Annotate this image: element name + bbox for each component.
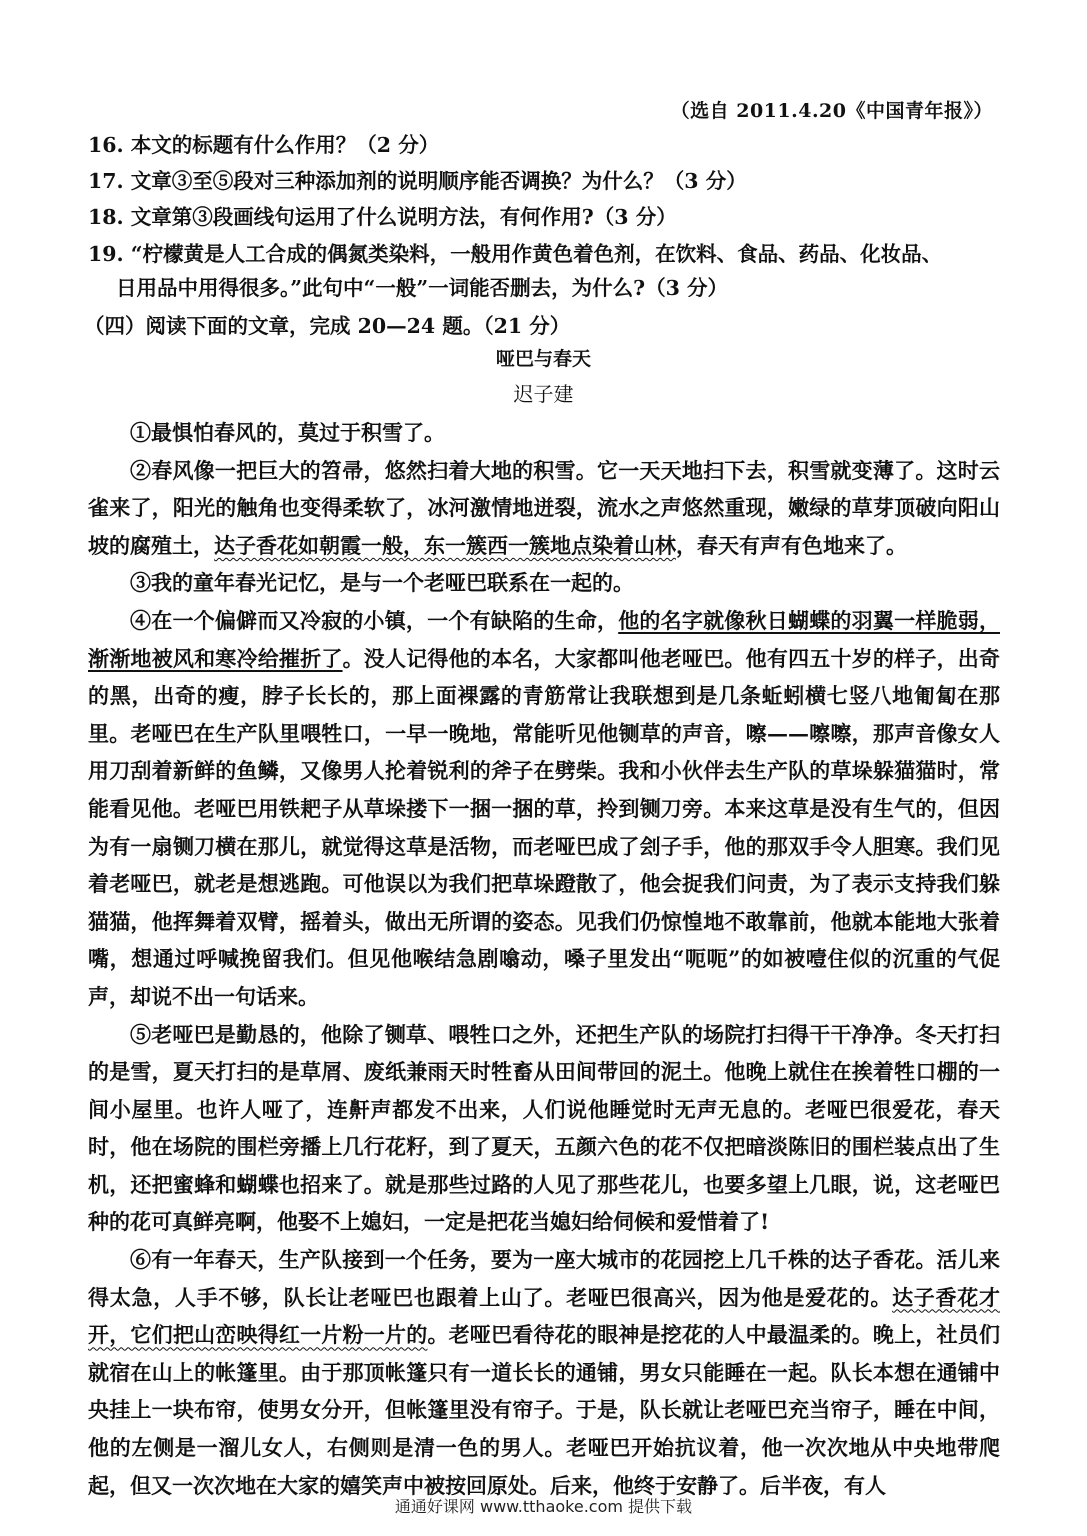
paragraph-4 bbox=[88, 602, 1000, 1016]
question-18: 18. 文章第③段画线句运用了什么说明方法，有何作用?（3 分） bbox=[88, 205, 677, 229]
paragraph-4-text: ④在一个偏僻而又冷寂的小镇，一个有缺陷的生命， bbox=[130, 607, 619, 633]
article-title: 哑巴与春天 bbox=[495, 348, 591, 370]
paragraph-1: ①最惧怕春风的，莫过于积雪了。 bbox=[130, 420, 445, 445]
question-16: 16. 本文的标题有什么作用？（2 分） bbox=[88, 133, 440, 157]
question-19-line2: 日用品中用得很多。”此句中“一般”一词能否删去，为什么?（3 分） bbox=[116, 276, 729, 300]
paragraph-5: ⑤老哑巴是勤恳的，他除了铡草、喂牲口之外，还把生产队的场院打扫得干干净净。冬天打扫的是雪，夏天打扫的是草屑、废纸兼雨天时牲畜从田间带回的泥土。他晚上就住在挨着牲口棚的一间小屋里。也许人哑了，连鼾声都发不出来，人们说他睡觉时无声无息的。老哑巴很爱花，春天时，他在场院的围栏旁播上几行花籽，到了夏天，五颜六色的花不仅把暗淡陈旧的围栏装点出了生机，还把蜜蜂和蝴蝶也招来了。就是那些过路的人见了那些花儿，也要多望上几眼，说，这老哑巴种的花可真鲜亮啊，他娶不上媳妇，一定是把花当媳妇给伺候和爱惜着了! bbox=[88, 1021, 1000, 1235]
page-footer: 通通好课网 www.tthaoke.com 提供下载 bbox=[394, 1497, 693, 1516]
wavy-underlined-sentence-2: 达子香花才开，它们把山峦映得红一片粉一片的 bbox=[88, 1284, 1001, 1348]
article-body bbox=[88, 414, 1000, 1504]
wavy-underlined-sentence: 达子香花如朝霞一般，东一簇西一簇地点染着山林 bbox=[214, 532, 676, 558]
paragraph-3: ③我的童年春光记忆，是与一个老哑巴联系在一起的。 bbox=[130, 570, 634, 596]
paragraph-4-text-end: 。没人记得他的本名，大家都叫他老哑巴。他有四五十岁的样子，出奇的黑，出奇的瘦，脖子长长的，那上面裸露的青筋常让我联想到是几条蚯蚓横七竖八地匍匐在那里。老哑巴在生产队里喂牲口，一早一晚地，常能听见他铡草的声音，嚓——嚓嚓，那声音像女人用刀刮着新鲜的鱼鳞，又像男人抡着锐利的斧子在劈柴。我和小伙伴去生产队的草垛躲猫猫时，常能看见他。老哑巴用铁耙子从草垛搂下一捆一捆的草，拎到铡刀旁。本来这草是没有生气的，但因为有一扇铡刀横在那儿，就觉得这草是活物，而老哑巴成了刽子手，他的那双手令人胆寒。我们见着老哑巴，就老是想逃跑。可他误以为我们把草垛蹬散了，他会捉我们问责，为了表示支持我们躲猫猫，他挥舞着双臂，摇着头，做出无所谓的姿态。见我们仍惊惶地不敢靠前，他就本能地大张着嘴，想通过呼喊挽留我们。但见他喉结急剧噏动，嗓子里发出“呃呃”的如被噎住似的沉重的气促声，却说不出一句话来。 bbox=[88, 645, 1001, 1009]
section-heading: （四）阅读下面的文章，完成 20—24 题。（21 分） bbox=[84, 314, 571, 338]
article-author: 迟子建 bbox=[513, 382, 574, 406]
source-note: （选自 2011.4.20《中国青年报》） bbox=[670, 100, 993, 122]
paragraph-2 bbox=[88, 452, 1000, 565]
paragraph-6 bbox=[88, 1241, 1000, 1504]
paragraph-2-text: ②春风像一把巨大的笤帚，悠然扫着大地的积雪。它一天天地扫下去，积雪就变薄了。这时云雀来了，阳光的触角也变得柔软了，冰河激情地迸裂，流水之声悠然重现，嫩绿的草芽顶破向阳山坡的腐殖土， bbox=[88, 457, 1000, 558]
question-17: 17. 文章③至⑤段对三种添加剂的说明顺序能否调换？为什么？（3 分） bbox=[88, 169, 747, 193]
paragraph-2-text-end: ，春天有声有色地来了。 bbox=[676, 532, 907, 558]
question-19-line1: 19. “柠檬黄是人工合成的偶氮类染料，一般用作黄色着色剂，在饮料、食品、药品、化妆品、 bbox=[88, 242, 943, 266]
underlined-sentence: 他的名字就像秋日蝴蝶的羽翼一样脆弱，渐渐地被风和寒冷给摧折了 bbox=[88, 607, 1001, 671]
question-19 bbox=[88, 237, 999, 305]
paragraph-6-text-end: 。老哑巴看待花的眼神是挖花的人中最温柔的。晚上，社员们就宿在山上的帐篷里。由于那顶帐篷只有一道长长的通铺，男女只能睡在一起。队长本想在通铺中央挂上一块布帘，使男女分开，但帐篷里没有帘子。于是，队长就让老哑巴充当帘子，睡在中间，他的左侧是一溜儿女人，右侧则是清一色的男人。老哑巴开始抗议着，他一次次地从中央地带爬起，但又一次次地在大家的嬉笑声中被按回原处。后来，他终于安静了。后半夜，有人 bbox=[88, 1322, 1001, 1498]
paragraph-6-text: ⑥有一年春天，生产队接到一个任务，要为一座大城市的花园挖上几千株的达子香花。活儿来得太急，人手不够，队长让老哑巴也跟着上山了。老哑巴很高兴，因为他是爱花的。 bbox=[88, 1247, 1000, 1310]
